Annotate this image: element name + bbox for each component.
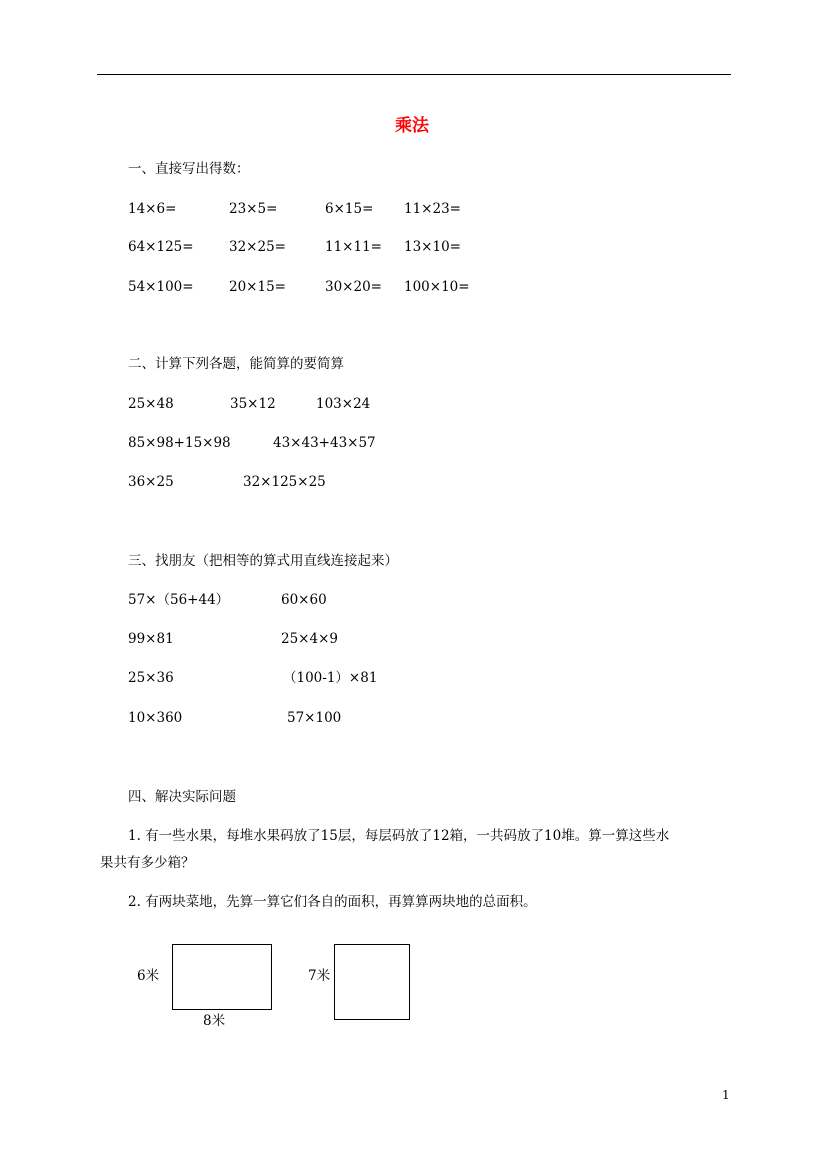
rectangle-figure — [172, 944, 272, 1010]
section2-heading: 二、计算下列各题，能简算的要简算 — [128, 356, 344, 372]
match-right-item: （100-1）×81 — [283, 670, 378, 686]
calc-item: 64×125= — [128, 239, 194, 255]
page-title: 乘法 — [395, 116, 429, 136]
rectangle-width-label: 8米 — [203, 1013, 226, 1029]
match-left-item: 99×81 — [128, 631, 174, 647]
calc-item: 6×15= — [325, 201, 374, 217]
calc-item: 11×11= — [325, 239, 382, 255]
calc-item: 14×6= — [128, 201, 177, 217]
match-right-item: 60×60 — [281, 592, 327, 608]
calc-item: 23×5= — [229, 201, 278, 217]
match-left-item: 10×360 — [128, 710, 183, 726]
calc-item: 36×25 — [128, 474, 174, 490]
question-2: 2. 有两块菜地，先算一算它们各自的面积，再算算两块地的总面积。 — [128, 894, 537, 910]
calc-item: 103×24 — [316, 396, 371, 412]
section4-heading: 四、解决实际问题 — [128, 789, 236, 805]
match-left-item: 25×36 — [128, 670, 174, 686]
question-1-line-2: 果共有多少箱？ — [100, 855, 195, 871]
match-right-item: 57×100 — [287, 710, 342, 726]
calc-item: 32×25= — [229, 239, 286, 255]
calc-item: 100×10= — [404, 279, 470, 295]
rectangle-height-label: 6米 — [137, 968, 160, 984]
section1-heading: 一、直接写出得数： — [128, 161, 250, 177]
calc-item: 43×43+43×57 — [273, 435, 376, 451]
calc-item: 35×12 — [230, 396, 276, 412]
calc-item: 32×125×25 — [243, 474, 326, 490]
square-figure — [334, 944, 410, 1020]
calc-item: 85×98+15×98 — [128, 435, 231, 451]
match-right-item: 25×4×9 — [281, 631, 338, 647]
calc-item: 30×20= — [325, 279, 382, 295]
square-side-label: 7米 — [308, 968, 331, 984]
question-1-line-1: 1. 有一些水果，每堆水果码放了15层，每层码放了12箱，一共码放了10堆。算一算这些水 — [128, 828, 670, 844]
calc-item: 13×10= — [404, 239, 461, 255]
match-left-item: 57×（56+44） — [128, 592, 230, 608]
header-rule — [97, 74, 731, 75]
calc-item: 25×48 — [128, 396, 174, 412]
section3-heading: 三、找朋友（把相等的算式用直线连接起来） — [128, 553, 398, 569]
page-number: 1 — [722, 1088, 730, 1102]
calc-item: 20×15= — [229, 279, 286, 295]
calc-item: 54×100= — [128, 279, 194, 295]
calc-item: 11×23= — [404, 201, 461, 217]
